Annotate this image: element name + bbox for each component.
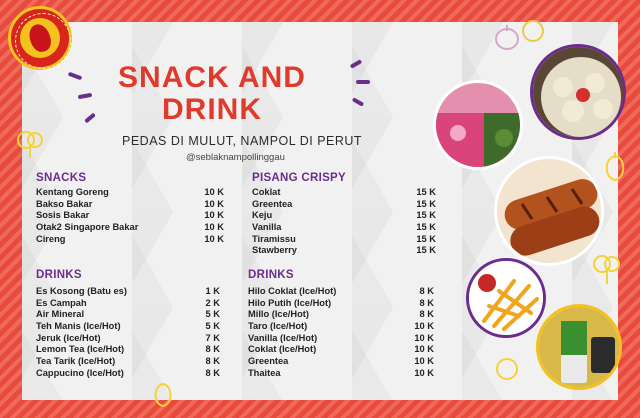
item-name: Hilo Putih (Ice/Hot) bbox=[248, 297, 332, 308]
item-price: 8 K bbox=[205, 356, 220, 367]
item-price: 10 K bbox=[204, 187, 224, 197]
menu-item bbox=[36, 286, 220, 298]
menu-item bbox=[36, 333, 220, 345]
drinks-list-right bbox=[248, 286, 434, 380]
item-price: 10 K bbox=[204, 210, 224, 221]
item-name: Hilo Coklat (Ice/Hot) bbox=[248, 286, 337, 296]
snacks-heading: SNACKS bbox=[36, 172, 87, 184]
item-price: 7 K bbox=[205, 332, 220, 343]
title-line-1: SNACK AND bbox=[118, 61, 306, 94]
item-name: Vanilla bbox=[252, 222, 282, 233]
item-price: 10 K bbox=[414, 367, 434, 378]
item-name: Air Mineral bbox=[36, 309, 85, 320]
onion-doodle-icon bbox=[492, 22, 522, 52]
item-name: Thaitea bbox=[248, 367, 281, 378]
page-title bbox=[112, 62, 312, 126]
item-price: 15 K bbox=[416, 198, 436, 209]
drinks-heading-left: DRINKS bbox=[36, 269, 82, 281]
pisang-heading: PISANG CRISPY bbox=[252, 172, 347, 184]
menu-item bbox=[248, 368, 434, 380]
item-price: 8 K bbox=[205, 367, 220, 378]
item-name: Jeruk (Ice/Hot) bbox=[36, 332, 101, 343]
item-name: Vanilla (Ice/Hot) bbox=[248, 332, 318, 343]
item-name: Tea Tarik (Ice/Hot) bbox=[36, 356, 116, 367]
item-price: 15 K bbox=[416, 245, 436, 256]
item-name: Greentea bbox=[252, 198, 293, 209]
menu-item bbox=[248, 321, 434, 333]
item-price: 8 K bbox=[419, 297, 434, 308]
menu-item bbox=[36, 210, 224, 222]
item-name: Tiramissu bbox=[252, 233, 296, 244]
item-price: 10 K bbox=[204, 222, 224, 233]
grilled-sausage-photo-icon bbox=[494, 156, 604, 266]
menu-item bbox=[36, 368, 220, 380]
menu-item bbox=[252, 234, 436, 246]
item-price: 10 K bbox=[204, 198, 224, 209]
item-price: 10 K bbox=[414, 332, 434, 343]
menu-item bbox=[36, 187, 224, 199]
lemon-doodle-icon bbox=[494, 356, 520, 382]
menu-item bbox=[36, 309, 220, 321]
broccoli-doodle-icon bbox=[14, 128, 46, 160]
item-name: Stawberry bbox=[252, 245, 297, 256]
item-price: 10 K bbox=[204, 233, 224, 244]
drinks-list-left bbox=[36, 286, 220, 380]
item-name: Keju bbox=[252, 210, 273, 221]
item-price: 15 K bbox=[416, 233, 436, 244]
tagline: PEDAS DI MULUT, NAMPOL DI PERUT bbox=[122, 134, 363, 148]
item-name: Taro (Ice/Hot) bbox=[248, 321, 308, 332]
item-price: 8 K bbox=[205, 344, 220, 355]
item-price: 10 K bbox=[414, 344, 434, 355]
item-name: Es Campah bbox=[36, 297, 87, 308]
item-name: Sosis Bakar bbox=[36, 210, 90, 221]
menu-item bbox=[248, 309, 434, 321]
broccoli-doodle-icon bbox=[590, 252, 624, 286]
menu-item bbox=[36, 234, 224, 246]
greentea-drink-photo-icon bbox=[536, 304, 622, 390]
item-name: Cappucino (Ice/Hot) bbox=[36, 367, 124, 378]
item-price: 8 K bbox=[419, 286, 434, 296]
menu-item bbox=[252, 187, 436, 199]
menu-item bbox=[36, 222, 224, 234]
item-price: 1 K bbox=[205, 286, 220, 296]
title-line-2: DRINK bbox=[162, 93, 262, 126]
item-price: 2 K bbox=[205, 297, 220, 308]
pink-snack-photo-icon bbox=[433, 80, 523, 170]
menu-item bbox=[36, 321, 220, 333]
item-price: 5 K bbox=[205, 321, 220, 332]
item-name: Teh Manis (Ice/Hot) bbox=[36, 321, 121, 332]
item-name: Coklat (Ice/Hot) bbox=[248, 344, 317, 355]
seblak-logo-icon bbox=[8, 6, 72, 70]
item-price: 15 K bbox=[416, 187, 436, 197]
menu-item bbox=[36, 298, 220, 310]
menu-item bbox=[36, 356, 220, 368]
item-name: Coklat bbox=[252, 187, 281, 197]
item-name: Kentang Goreng bbox=[36, 187, 109, 197]
logo-inner-icon bbox=[20, 18, 60, 58]
menu-item bbox=[248, 344, 434, 356]
item-name: Millo (Ice/Hot) bbox=[248, 309, 309, 320]
menu-item bbox=[252, 245, 436, 257]
item-price: 10 K bbox=[414, 356, 434, 367]
item-price: 10 K bbox=[414, 321, 434, 332]
chili-icon bbox=[26, 21, 54, 54]
social-handle: @seblaknampollinggau bbox=[186, 152, 285, 163]
pepper-doodle-icon bbox=[148, 378, 178, 408]
menu-item bbox=[252, 199, 436, 211]
pepper-doodle-icon bbox=[600, 150, 630, 184]
pisang-list bbox=[252, 187, 436, 257]
item-name: Es Kosong (Batu es) bbox=[36, 286, 127, 296]
menu-item bbox=[248, 356, 434, 368]
item-name: Cireng bbox=[36, 233, 66, 244]
item-name: Lemon Tea (Ice/Hot) bbox=[36, 344, 125, 355]
menu-item bbox=[248, 333, 434, 345]
drinks-heading-right: DRINKS bbox=[248, 269, 294, 281]
lemon-doodle-icon bbox=[520, 18, 546, 44]
item-price: 8 K bbox=[419, 309, 434, 320]
item-name: Otak2 Singapore Bakar bbox=[36, 222, 139, 233]
menu-item bbox=[252, 222, 436, 234]
item-name: Greentea bbox=[248, 356, 289, 367]
item-price: 5 K bbox=[205, 309, 220, 320]
item-name: Bakso Bakar bbox=[36, 198, 93, 209]
menu-item bbox=[248, 286, 434, 298]
dimsum-photo-icon bbox=[530, 44, 626, 140]
item-price: 15 K bbox=[416, 222, 436, 233]
menu-item bbox=[36, 344, 220, 356]
menu-item bbox=[248, 298, 434, 310]
item-price: 15 K bbox=[416, 210, 436, 221]
french-fries-photo-icon bbox=[466, 258, 546, 338]
menu-item bbox=[36, 199, 224, 211]
menu-item bbox=[252, 210, 436, 222]
snacks-list bbox=[36, 187, 224, 245]
decor-dash bbox=[356, 80, 370, 84]
